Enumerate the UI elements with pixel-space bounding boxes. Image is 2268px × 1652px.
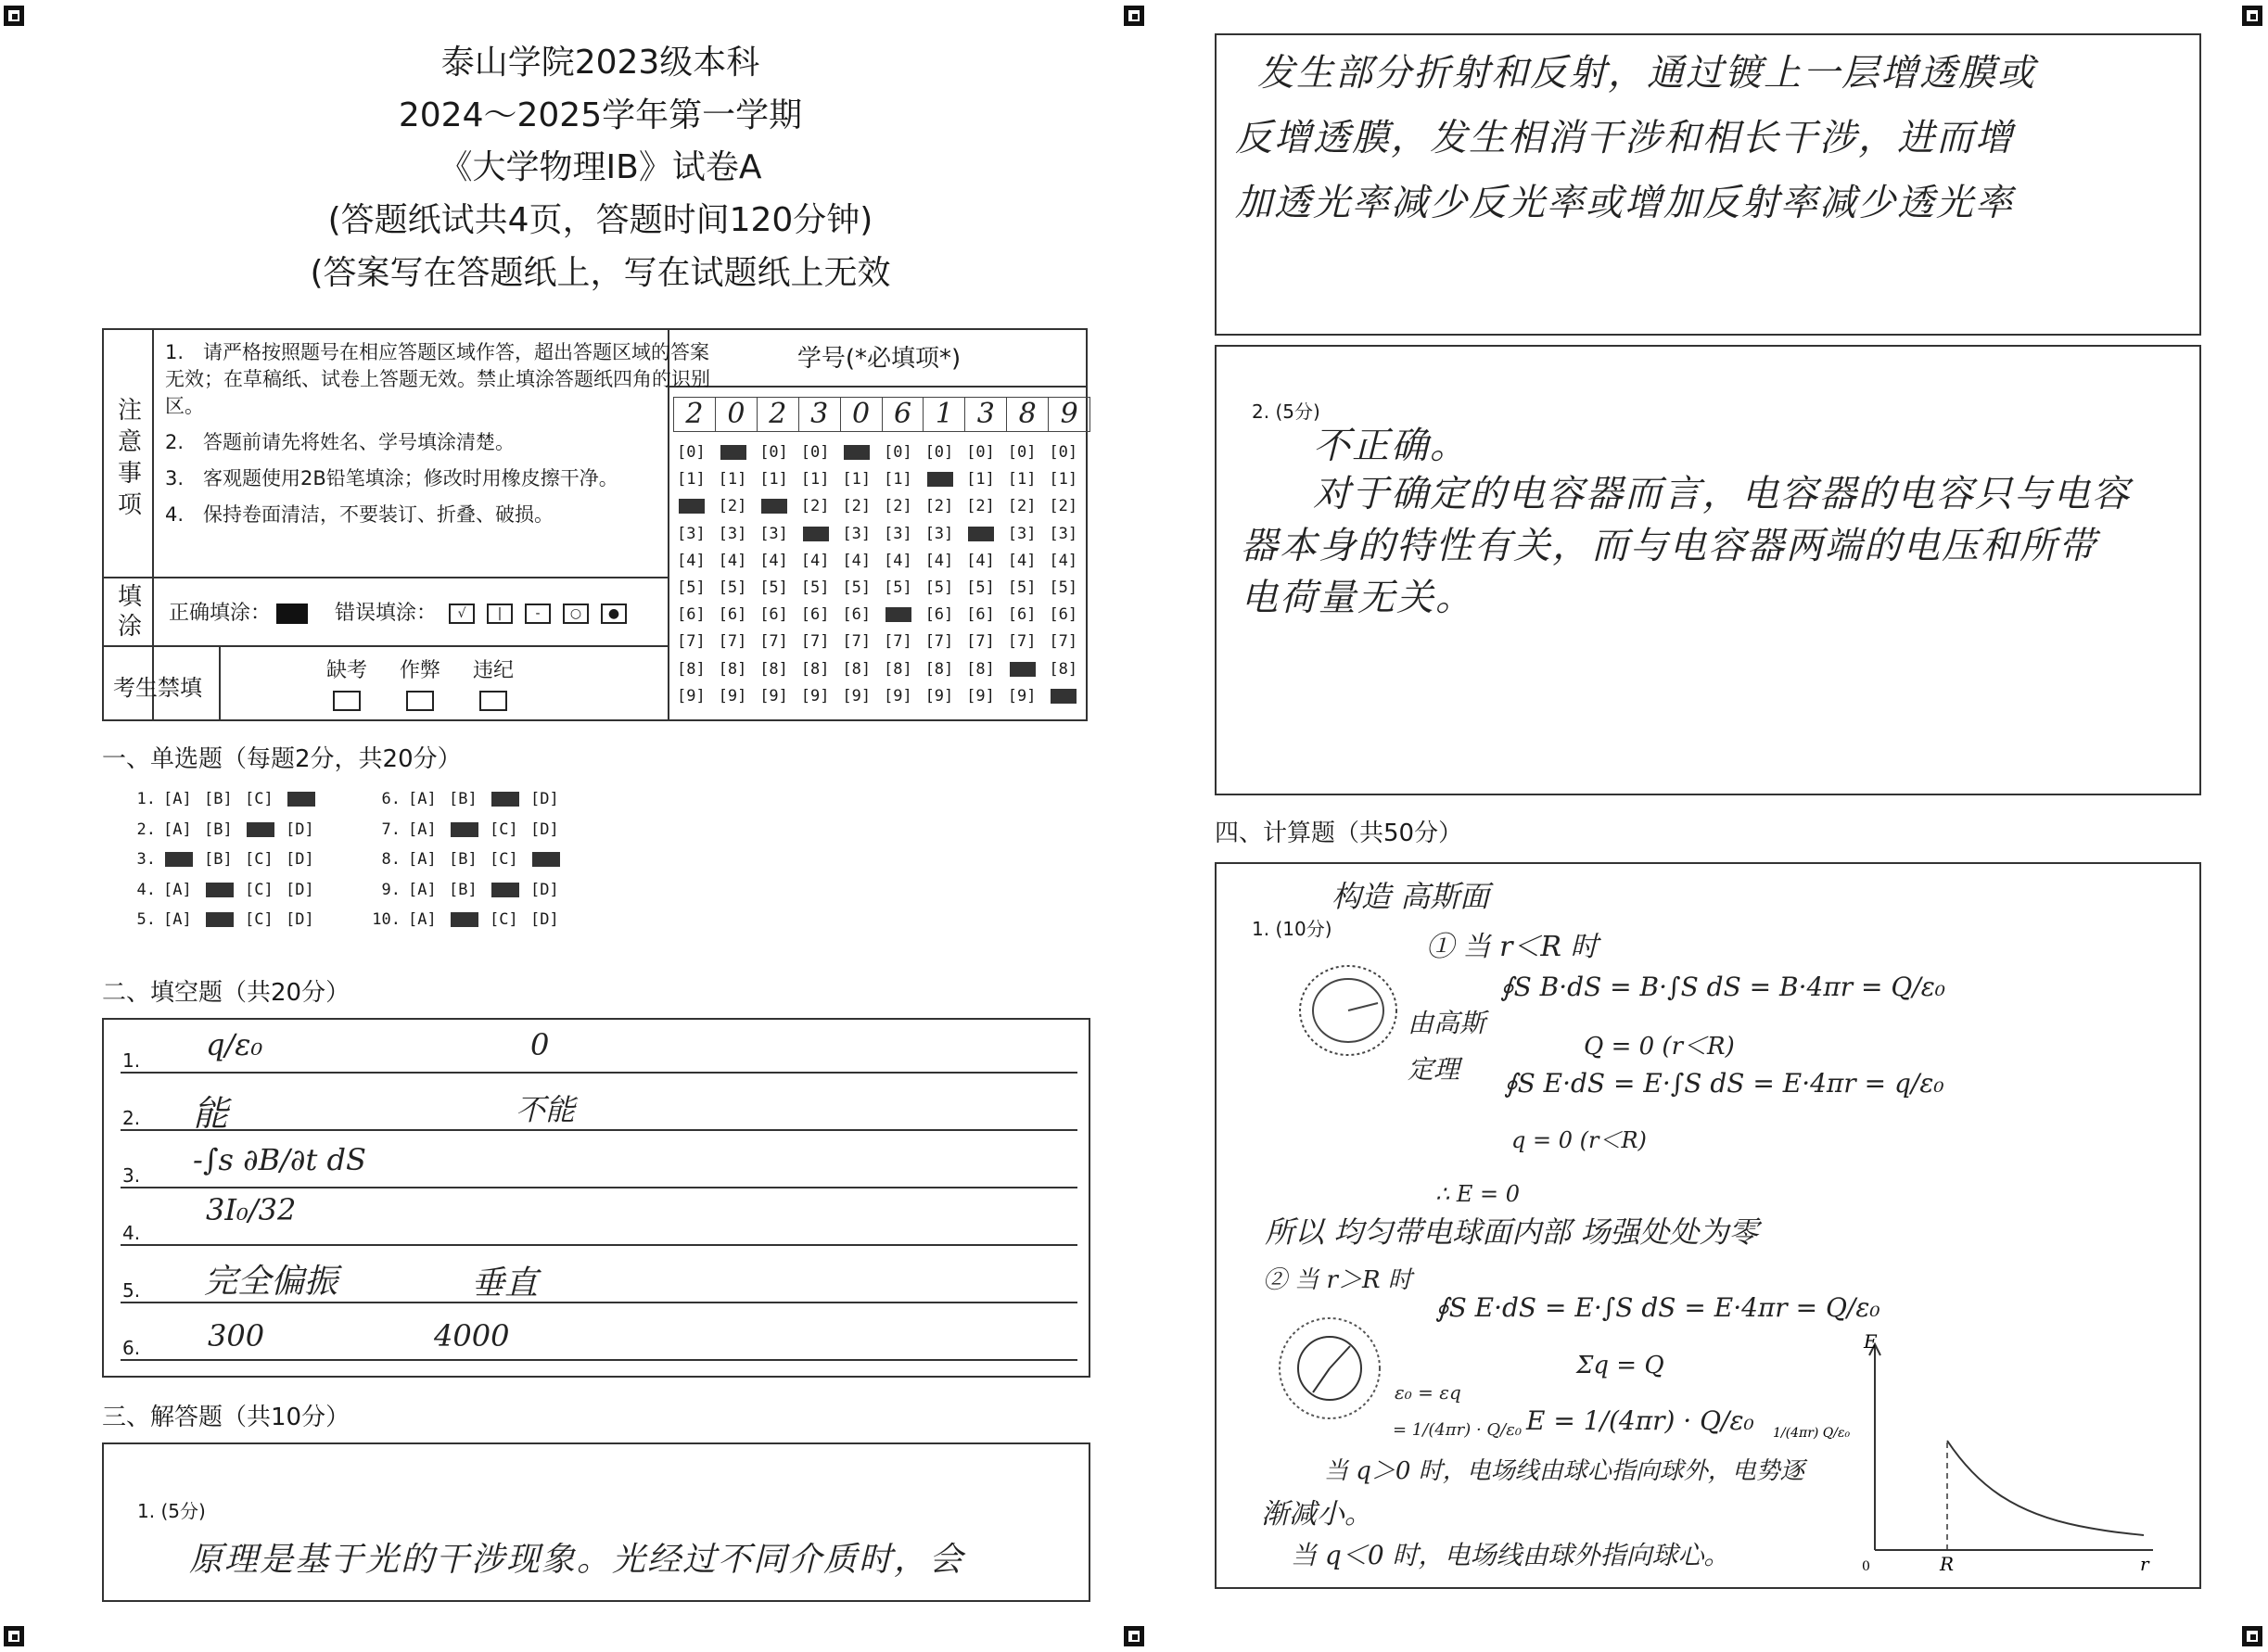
student-id-bubble-row	[677, 466, 1090, 493]
mcq-option[interactable]: [D]	[286, 820, 314, 839]
notes-title: 注意事项	[117, 397, 142, 519]
student-id-bubble[interactable]: [1]	[1007, 470, 1037, 489]
student-id-bubble-filled[interactable]	[719, 439, 760, 466]
student-id-bubble-row	[677, 602, 1090, 629]
mcq-row	[119, 815, 326, 845]
calc-line: ∴ E = 0	[1435, 1181, 1521, 1207]
essay-q1-cont-line: 发生部分折射和反射，通过镀上一层增透膜或	[1257, 52, 2036, 95]
student-id-bubble[interactable]: [3]	[759, 524, 788, 543]
student-id-bubble[interactable]: [9]	[759, 686, 788, 705]
fill-num: 3.	[122, 1164, 141, 1187]
mcq-option[interactable]: [B]	[204, 850, 233, 869]
student-id-bubble-row	[677, 548, 1090, 575]
student-id-bubble[interactable]: [8]	[883, 659, 912, 679]
corner-mark-bottom-right	[2242, 1626, 2262, 1646]
student-id-bubble[interactable]: [3]	[1007, 524, 1037, 543]
mcq-number: 1.	[136, 790, 156, 808]
mcq-option[interactable]: [C]	[245, 880, 274, 899]
calc-q1-label: 1. (10分)	[1252, 918, 1332, 940]
forbid-absent-label: 缺考	[326, 659, 368, 682]
student-id-bubble-row	[677, 683, 1090, 710]
student-id-bubble[interactable]: [3]	[883, 524, 912, 543]
wrong-fill-dash: -	[525, 604, 551, 624]
student-id-bubble[interactable]: [5]	[718, 578, 747, 598]
student-id-bubble[interactable]: [7]	[1049, 632, 1078, 652]
student-id-bubble[interactable]: [4]	[842, 551, 872, 570]
student-id-bubble[interactable]: [7]	[924, 632, 954, 652]
correct-fill-sample	[276, 604, 308, 624]
mcq-option-filled[interactable]	[490, 784, 530, 815]
mcq-option[interactable]: [D]	[530, 820, 559, 839]
mcq-option[interactable]: [A]	[408, 910, 437, 929]
mcq-number: 4.	[136, 880, 156, 899]
fill-answer-6a: 300	[208, 1318, 265, 1353]
mcq-option-filled[interactable]	[490, 875, 530, 906]
wrong-fill-dot: ●	[601, 604, 627, 624]
student-id-bubble[interactable]: [0]	[883, 443, 912, 462]
note-item: 3. 客观题使用2B铅笔填涂；修改时用橡皮擦干净。	[165, 467, 618, 489]
student-id-digits[interactable]	[673, 397, 1090, 432]
essay-q1-label: 1. (5分)	[137, 1500, 206, 1522]
student-id-bubble[interactable]: [4]	[966, 551, 995, 570]
student-id-bubble[interactable]: [1]	[800, 470, 830, 489]
student-id-bubble[interactable]: [1]	[842, 470, 872, 489]
student-id-bubble[interactable]: [3]	[677, 524, 706, 543]
graph-origin: 0	[1862, 1559, 1870, 1574]
student-id-bubble[interactable]: [5]	[1049, 578, 1078, 598]
fill-num: 1.	[122, 1049, 141, 1072]
mcq-option[interactable]: [A]	[408, 820, 437, 839]
student-id-bubble[interactable]: [3]	[718, 524, 747, 543]
essay-q2-box	[1215, 345, 2201, 795]
essay-q2-line: 器本身的特性有关，而与电容器两端的电压和所带	[1241, 525, 2097, 567]
student-id-bubble-filled[interactable]	[966, 521, 1008, 548]
student-id-bubble[interactable]: [7]	[883, 632, 912, 652]
student-id-bubble[interactable]: [6]	[759, 605, 788, 625]
mcq-option-filled[interactable]	[204, 875, 245, 906]
corner-mark-top-left	[4, 6, 24, 26]
section2-title: 二、填空题（共20分）	[102, 979, 350, 1007]
calc-line: 当 q＞0 时，电场线由球心指向球外，电势逐	[1324, 1457, 1804, 1485]
student-id-bubble[interactable]: [5]	[1007, 578, 1037, 598]
mcq-number: 7.	[381, 820, 401, 839]
mcq-row	[363, 905, 571, 935]
forbid-title: 考生禁填	[113, 675, 202, 701]
student-id-bubble-filled[interactable]	[801, 521, 843, 548]
calc-line: Q = 0 (r＜R)	[1584, 1033, 1735, 1061]
student-id-bubble-filled[interactable]	[677, 493, 719, 520]
student-id-bubble[interactable]: [2]	[800, 497, 830, 516]
header-line-3: 《大学物理IB》试卷A	[439, 148, 762, 186]
forbid-violation-label: 违纪	[473, 659, 515, 682]
mcq-option[interactable]: [A]	[163, 910, 192, 929]
mcq-option[interactable]: [C]	[245, 910, 274, 929]
mcq-option-filled[interactable]	[245, 815, 286, 845]
student-id-bubble[interactable]: [0]	[677, 443, 706, 462]
calc-line: ∮S E·dS = E·∫S dS = E·4πr = q/ε₀	[1504, 1068, 1944, 1099]
essay-q2-line: 不正确。	[1313, 425, 1469, 467]
student-id-bubble[interactable]: [1]	[718, 470, 747, 489]
student-id-digit: 0	[716, 398, 758, 431]
student-id-bubble[interactable]: [9]	[924, 686, 954, 705]
student-id-bubble[interactable]: [2]	[718, 497, 747, 516]
student-id-bubble[interactable]: [7]	[800, 632, 830, 652]
essay-q2-line: 对于确定的电容器而言，电容器的电容只与电容	[1313, 473, 2131, 515]
student-id-digit: 2	[758, 398, 799, 431]
student-id-bubble[interactable]: [2]	[966, 497, 995, 516]
student-id-bubble[interactable]: [6]	[800, 605, 830, 625]
essay-q1-line1: 原理是基于光的干涉现象。光经过不同介质时，会	[189, 1541, 965, 1579]
mcq-number: 5.	[136, 910, 156, 929]
student-id-bubble[interactable]: [5]	[800, 578, 830, 598]
graph-y-label: E	[1864, 1330, 1878, 1353]
student-id-digit: 1	[924, 398, 965, 431]
forbid-cheat-checkbox[interactable]	[406, 691, 434, 711]
forbid-items	[326, 654, 540, 711]
student-id-bubble-filled[interactable]	[1008, 656, 1050, 683]
mcq-row	[363, 784, 571, 815]
mcq-option[interactable]: [A]	[408, 880, 437, 899]
student-id-bubble[interactable]: [0]	[966, 443, 995, 462]
student-id-bubble[interactable]: [8]	[677, 659, 706, 679]
calc-line: 由高斯	[1408, 1008, 1486, 1038]
graph-decay-curve	[1947, 1441, 2144, 1535]
student-id-bubble[interactable]: [7]	[842, 632, 872, 652]
student-id-bubble[interactable]: [4]	[800, 551, 830, 570]
mcq-option[interactable]: [A]	[408, 850, 437, 869]
note-item: 1. 请严格按照题号在相应答题区域作答，超出答题区域的答案无效；在草稿纸、试卷上答题无效。禁止填涂答题纸四角的识别区。	[165, 341, 710, 417]
student-id-bubble[interactable]: [9]	[800, 686, 830, 705]
section1-title: 一、单选题（每题2分，共20分）	[102, 745, 462, 773]
fill-answer-4a: 3I₀/32	[206, 1192, 297, 1227]
student-id-bubble-row	[677, 493, 1090, 520]
fill-answer-6b: 4000	[434, 1318, 510, 1353]
fill-num: 2.	[122, 1107, 141, 1129]
calc-line: ② 当 r＞R 时	[1263, 1266, 1412, 1294]
mcq-option-filled[interactable]	[449, 905, 490, 935]
student-id-bubble[interactable]: [9]	[718, 686, 747, 705]
calc-line: Σq = Q	[1576, 1352, 1664, 1379]
student-id-bubble-row	[677, 521, 1090, 548]
calc-line: ① 当 r＜R 时	[1426, 931, 1599, 963]
student-id-bubble[interactable]: [5]	[924, 578, 954, 598]
essay-q2-label: 2. (5分)	[1252, 400, 1320, 423]
corner-mark-bottom-center	[1124, 1626, 1144, 1646]
e-r-graph	[1773, 1328, 2172, 1578]
mcq-row	[363, 845, 571, 875]
student-id-bubble[interactable]: [4]	[924, 551, 954, 570]
student-id-bubble[interactable]: [7]	[718, 632, 747, 652]
student-id-bubble[interactable]: [1]	[883, 470, 912, 489]
student-id-bubble[interactable]: [6]	[718, 605, 747, 625]
mcq-number: 10.	[372, 910, 401, 929]
calc-line: E = 1/(4πr) · Q/ε₀	[1526, 1405, 1754, 1436]
student-id-bubble-row	[677, 656, 1090, 683]
student-id-bubble[interactable]: [5]	[883, 578, 912, 598]
calc-line: ∮S B·dS = B·∫S dS = B·4πr = Q/ε₀	[1500, 972, 1946, 1002]
fill-blank-box	[102, 1018, 1090, 1378]
mcq-option[interactable]: [C]	[245, 790, 274, 808]
essay-q2-line: 电荷量无关。	[1241, 577, 1474, 619]
mcq-option[interactable]: [B]	[204, 820, 233, 839]
mcq-option[interactable]: [A]	[163, 820, 192, 839]
mcq-column-right[interactable]	[363, 784, 571, 935]
calc-line: 定理	[1408, 1054, 1460, 1085]
student-id-bubble[interactable]: [9]	[842, 686, 872, 705]
student-id-bubble-row	[677, 439, 1090, 466]
fill-answer-2a: 能	[193, 1093, 229, 1134]
student-id-bubble[interactable]: [4]	[718, 551, 747, 570]
student-id-bubble[interactable]: [5]	[759, 578, 788, 598]
student-id-bubble[interactable]: [6]	[677, 605, 706, 625]
mcq-option[interactable]: [D]	[530, 790, 559, 808]
student-id-bubble[interactable]: [5]	[842, 578, 872, 598]
student-id-digit: 3	[965, 398, 1007, 431]
calc-line: ∮S E·dS = E·∫S dS = E·4πr = Q/ε₀	[1435, 1292, 1880, 1323]
calc-line: 所以 均匀带电球面内部 场强处处为零	[1265, 1214, 1759, 1250]
student-id-bubble[interactable]: [0]	[1007, 443, 1037, 462]
mcq-option[interactable]: [D]	[530, 880, 559, 899]
mcq-option-filled[interactable]	[204, 905, 245, 935]
student-id-bubble[interactable]: [0]	[800, 443, 830, 462]
header-line-4: (答题纸试共4页，答题时间120分钟)	[327, 201, 873, 239]
wrong-fill-check: √	[449, 604, 475, 624]
fill-answer-5b: 垂直	[471, 1264, 539, 1303]
student-id-bubble[interactable]: [0]	[759, 443, 788, 462]
student-id-title: 学号(*必填项*)	[796, 345, 962, 373]
mcq-option[interactable]: [B]	[449, 880, 478, 899]
graph-x-label: r	[2140, 1553, 2149, 1575]
student-id-bubble[interactable]: [8]	[800, 659, 830, 679]
calc-line: 当 q＜0 时，电场线由球外指向球心。	[1291, 1540, 1730, 1570]
student-id-bubble[interactable]: [9]	[1007, 686, 1037, 705]
wrong-fill-label: 错误填涂：	[335, 602, 438, 625]
wrong-fill-bar: |	[487, 604, 513, 624]
essay-q1-box-right	[1215, 33, 2201, 336]
student-id-bubble-grid[interactable]	[677, 439, 1090, 710]
student-id-bubble[interactable]: [0]	[924, 443, 954, 462]
calc-line: 构造 高斯面	[1331, 879, 1490, 914]
fill-answer-1a: q/ε₀	[206, 1027, 263, 1062]
student-id-bubble[interactable]: [4]	[1007, 551, 1037, 570]
fill-answer-3a: -∫s ∂B/∂t dS	[193, 1142, 366, 1177]
corner-mark-bottom-left	[4, 1626, 24, 1646]
mcq-option[interactable]: [C]	[245, 850, 274, 869]
student-id-bubble[interactable]: [2]	[842, 497, 872, 516]
student-id-bubble[interactable]: [7]	[759, 632, 788, 652]
student-id-bubble[interactable]: [8]	[759, 659, 788, 679]
mcq-number: 2.	[136, 820, 156, 839]
fill-num: 4.	[122, 1222, 141, 1244]
mcq-option-filled[interactable]	[530, 845, 571, 875]
student-id-bubble[interactable]: [6]	[924, 605, 954, 625]
mcq-row	[119, 875, 326, 906]
student-id-bubble[interactable]: [8]	[842, 659, 872, 679]
student-id-bubble-filled[interactable]	[759, 493, 801, 520]
student-id-bubble-filled[interactable]	[925, 466, 967, 493]
student-id-bubble[interactable]: [2]	[1007, 497, 1037, 516]
mcq-number: 8.	[381, 850, 401, 869]
note-item: 2. 答题前请先将姓名、学号填涂清楚。	[165, 431, 516, 453]
calc-line: = 1/(4πr) · Q/ε₀	[1393, 1420, 1523, 1440]
student-id-bubble[interactable]: [2]	[883, 497, 912, 516]
mcq-row	[119, 905, 326, 935]
fill-num: 6.	[122, 1337, 141, 1359]
note-item: 4. 保持卷面清洁，不要装订、折叠、破损。	[165, 503, 554, 526]
student-id-bubble[interactable]: [1]	[677, 470, 706, 489]
mcq-option[interactable]: [C]	[490, 910, 518, 929]
student-id-bubble[interactable]: [3]	[842, 524, 872, 543]
student-id-bubble[interactable]: [3]	[924, 524, 954, 543]
essay-q1-cont-line: 加透光率减少反光率或增加反射率减少透光率	[1235, 182, 2014, 224]
mcq-option[interactable]: [B]	[449, 790, 478, 808]
calc-line: 渐减小。	[1261, 1498, 1372, 1531]
fill-title: 填涂	[117, 583, 142, 641]
fill-answer-2b: 不能	[516, 1092, 576, 1127]
student-id-bubble[interactable]: [9]	[883, 686, 912, 705]
student-id-bubble[interactable]: [6]	[1007, 605, 1037, 625]
mcq-option[interactable]: [D]	[286, 910, 314, 929]
student-id-digit: 2	[674, 398, 716, 431]
corner-mark-top-center	[1124, 6, 1144, 26]
student-id-digit: 3	[799, 398, 841, 431]
student-id-bubble[interactable]: [8]	[1049, 659, 1078, 679]
mcq-option-filled[interactable]	[449, 815, 490, 845]
student-id-bubble[interactable]: [4]	[1049, 551, 1078, 570]
correct-fill-label: 正确填涂：	[169, 602, 272, 625]
mcq-column-left[interactable]	[119, 784, 326, 935]
graph-y-tick: 1/(4πr) Q/ε₀	[1773, 1426, 1851, 1441]
header-line-2: 2024～2025学年第一学期	[398, 96, 803, 134]
student-id-bubble-row	[677, 629, 1090, 655]
essay-q1-box-left	[102, 1442, 1090, 1602]
notes-list	[165, 339, 721, 538]
student-id-bubble[interactable]: [4]	[759, 551, 788, 570]
student-id-bubble[interactable]: [1]	[966, 470, 995, 489]
student-id-bubble[interactable]: [2]	[1049, 497, 1078, 516]
section3-title: 三、解答题（共10分）	[102, 1404, 350, 1431]
student-id-bubble[interactable]: [7]	[677, 632, 706, 652]
calc-line: ε₀ = εq	[1395, 1381, 1461, 1404]
forbid-violation-checkbox[interactable]	[479, 691, 507, 711]
mcq-row	[363, 875, 571, 906]
mcq-option[interactable]: [B]	[449, 850, 478, 869]
mcq-row	[119, 845, 326, 875]
student-id-bubble[interactable]: [9]	[677, 686, 706, 705]
student-id-bubble[interactable]: [1]	[759, 470, 788, 489]
fill-answer-1b: 0	[530, 1027, 550, 1062]
student-id-bubble[interactable]: [4]	[883, 551, 912, 570]
fill-example-row	[169, 597, 627, 626]
header-line-1: 泰山学院2023级本科	[440, 44, 760, 82]
mcq-option[interactable]: [D]	[286, 880, 314, 899]
instruction-table	[102, 328, 1088, 721]
student-id-bubble-filled[interactable]	[842, 439, 884, 466]
mcq-option[interactable]: [C]	[490, 850, 518, 869]
student-id-bubble-filled[interactable]	[884, 602, 925, 629]
student-id-bubble-row	[677, 575, 1090, 602]
mcq-option[interactable]: [D]	[286, 850, 314, 869]
mcq-row	[363, 815, 571, 845]
mcq-option-filled[interactable]	[163, 845, 204, 875]
header-line-5: (答案写在答题纸上，写在试题纸上无效	[310, 254, 891, 292]
section4-title: 四、计算题（共50分）	[1215, 820, 1463, 847]
sphere-sketch-outside	[1276, 1313, 1387, 1424]
forbid-cheat-label: 作弊	[400, 659, 441, 682]
graph-r-tick: R	[1940, 1553, 1955, 1575]
mcq-number: 6.	[381, 790, 401, 808]
student-id-digit: 9	[1060, 398, 1078, 430]
student-id-bubble[interactable]: [7]	[966, 632, 995, 652]
student-id-bubble-filled[interactable]	[1049, 683, 1090, 710]
calc-q1-box	[1215, 862, 2201, 1589]
student-id-digit: 6	[883, 398, 924, 431]
student-id-bubble[interactable]: [7]	[1007, 632, 1037, 652]
student-id-bubble[interactable]: [6]	[1049, 605, 1078, 625]
essay-q1-cont-line: 反增透膜，发生相消干涉和相长干涉，进而增	[1235, 117, 2014, 159]
calc-line: q = 0 (r＜R)	[1511, 1127, 1647, 1153]
student-id-bubble[interactable]: [2]	[924, 497, 954, 516]
mcq-number: 3.	[136, 850, 156, 869]
wrong-fill-circle: ○	[563, 604, 589, 624]
student-id-bubble[interactable]: [8]	[924, 659, 954, 679]
mcq-row	[119, 784, 326, 815]
student-id-bubble[interactable]: [3]	[1049, 524, 1078, 543]
student-id-bubble[interactable]: [0]	[1049, 443, 1078, 462]
student-id-bubble[interactable]: [9]	[966, 686, 995, 705]
student-id-bubble[interactable]: [1]	[1049, 470, 1078, 489]
student-id-bubble[interactable]: [6]	[842, 605, 872, 625]
student-id-bubble[interactable]: [4]	[677, 551, 706, 570]
sphere-sketch-inside	[1294, 960, 1406, 1062]
mcq-option[interactable]: [A]	[163, 880, 192, 899]
mcq-option[interactable]: [C]	[490, 820, 518, 839]
student-id-bubble[interactable]: [8]	[718, 659, 747, 679]
student-id-digit: 8	[1007, 398, 1049, 431]
student-id-bubble[interactable]: [6]	[966, 605, 995, 625]
mcq-option[interactable]: [A]	[408, 790, 437, 808]
student-id-bubble[interactable]: [8]	[966, 659, 995, 679]
fill-num: 5.	[122, 1279, 141, 1302]
mcq-option[interactable]: [B]	[204, 790, 233, 808]
student-id-bubble[interactable]: [5]	[677, 578, 706, 598]
fill-answer-5a: 完全偏振	[204, 1263, 338, 1301]
forbid-absent-checkbox[interactable]	[333, 691, 361, 711]
student-id-bubble[interactable]: [5]	[966, 578, 995, 598]
corner-mark-top-right	[2242, 6, 2262, 26]
mcq-option[interactable]: [D]	[530, 910, 559, 929]
mcq-option[interactable]: [A]	[163, 790, 192, 808]
mcq-number: 9.	[381, 880, 401, 899]
student-id-digit: 0	[841, 398, 883, 431]
mcq-option-filled[interactable]	[286, 784, 326, 815]
